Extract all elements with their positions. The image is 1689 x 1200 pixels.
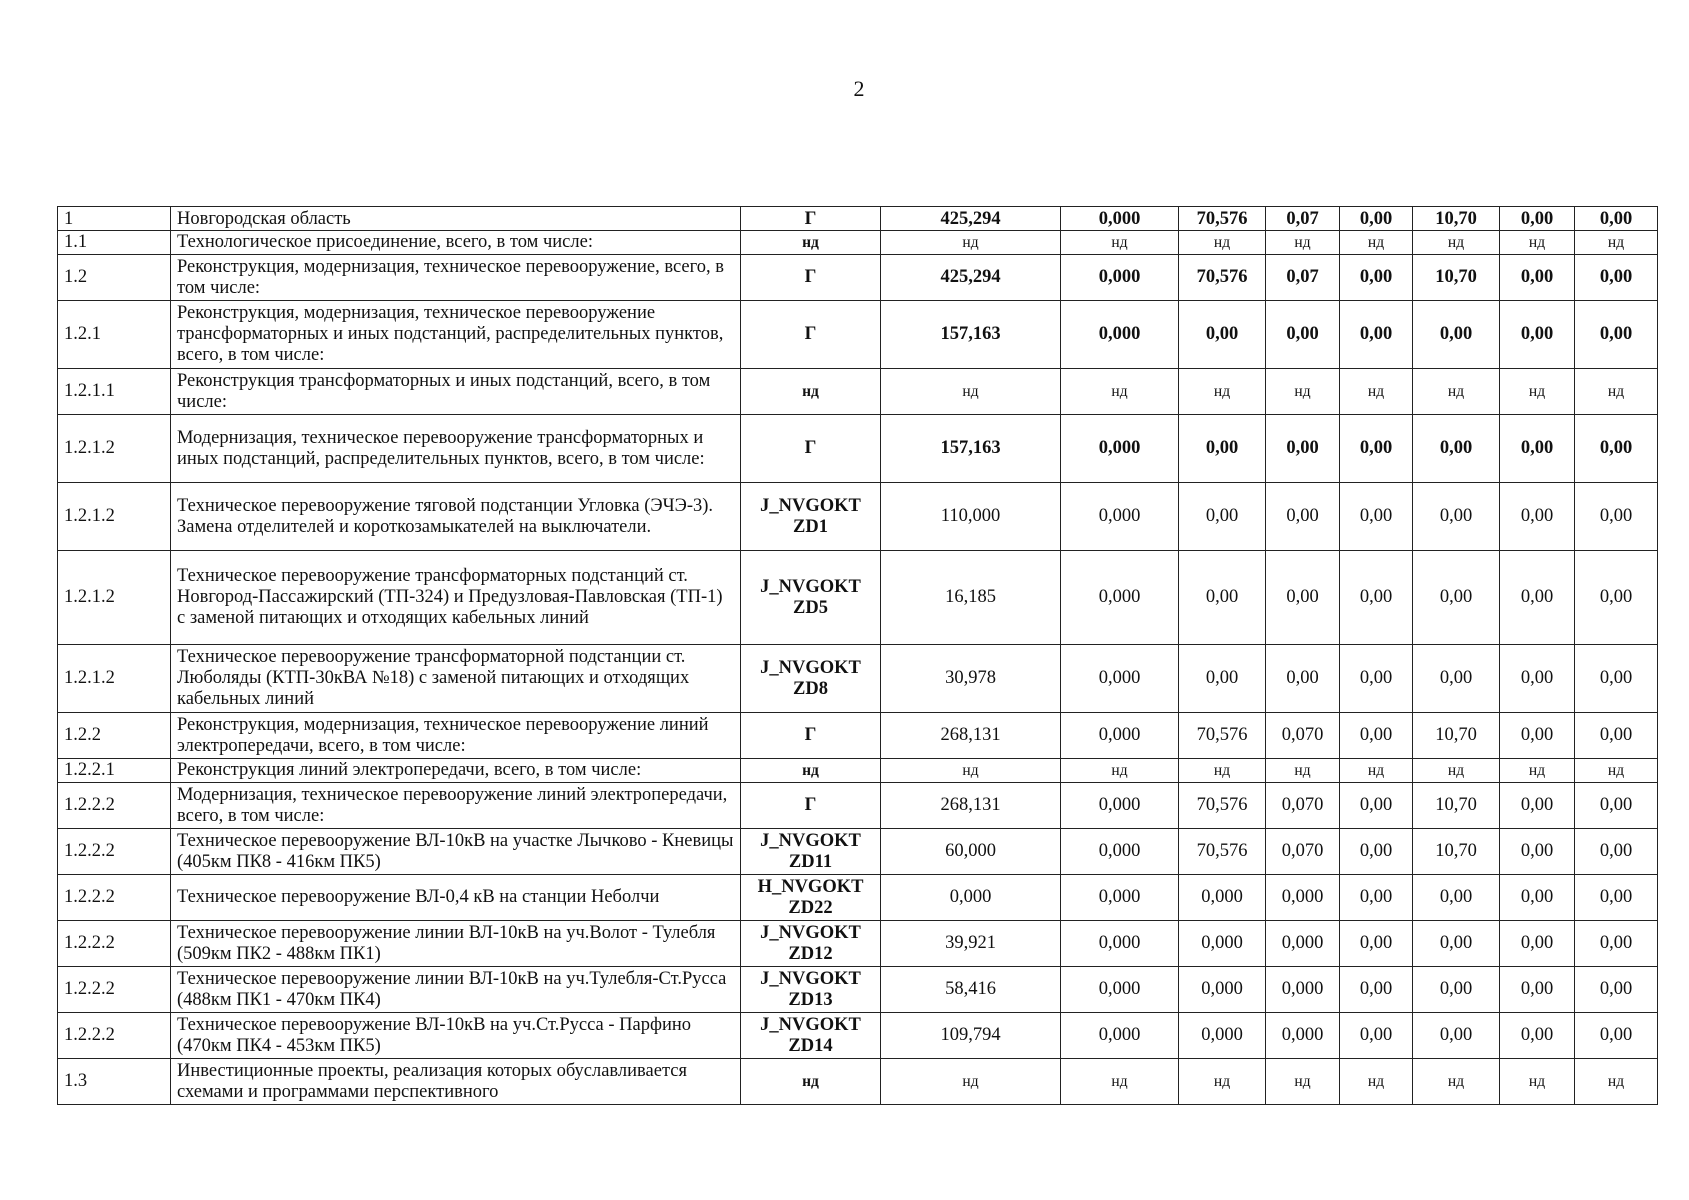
project-name: Техническое перевооружение ВЛ-10кВ на участке Лычково - Кневицы (405км ПК8 - 416км ПК5) xyxy=(171,829,741,875)
value-cell: 58,416 xyxy=(881,967,1061,1013)
table-row xyxy=(58,783,1658,829)
project-name: Техническое перевооружение трансформаторной подстанции ст. Люболяды (КТП-30кВА №18) с заменой питающих и отходящих кабельных линий xyxy=(171,645,741,713)
value-cell: 0,00 xyxy=(1575,301,1658,369)
value-cell: 10,70 xyxy=(1413,783,1500,829)
value-cell: 0,00 xyxy=(1340,1013,1413,1059)
value-cell: нд xyxy=(1500,369,1575,415)
value-cell: 0,00 xyxy=(1413,921,1500,967)
value-cell: 10,70 xyxy=(1413,713,1500,759)
value-cell: 0,00 xyxy=(1500,301,1575,369)
value-cell: 39,921 xyxy=(881,921,1061,967)
table-row xyxy=(58,1059,1658,1105)
value-cell: 0,00 xyxy=(1413,875,1500,921)
value-cell: 0,000 xyxy=(1061,483,1179,551)
value-cell: 0,00 xyxy=(1340,967,1413,1013)
table-row xyxy=(58,829,1658,875)
value-cell: 157,163 xyxy=(881,301,1061,369)
value-cell: 0,00 xyxy=(1340,301,1413,369)
table-row xyxy=(58,301,1658,369)
value-cell: 0,00 xyxy=(1179,483,1266,551)
row-number: 1.2 xyxy=(58,255,171,301)
value-cell: 0,000 xyxy=(1266,1013,1340,1059)
value-cell: 0,00 xyxy=(1575,713,1658,759)
table-row xyxy=(58,875,1658,921)
table-row xyxy=(58,645,1658,713)
row-number: 1.2.2.2 xyxy=(58,783,171,829)
row-number: 1.2.2.2 xyxy=(58,921,171,967)
table-row xyxy=(58,759,1658,783)
value-cell: 0,000 xyxy=(1061,1013,1179,1059)
value-cell: 0,00 xyxy=(1575,255,1658,301)
project-code: Г xyxy=(741,415,881,483)
value-cell: 0,00 xyxy=(1413,645,1500,713)
value-cell: 0,00 xyxy=(1340,645,1413,713)
value-cell: 0,000 xyxy=(1179,1013,1266,1059)
value-cell: 0,00 xyxy=(1500,1013,1575,1059)
value-cell: 0,000 xyxy=(1179,875,1266,921)
value-cell: нд xyxy=(1413,759,1500,783)
value-cell: 10,70 xyxy=(1413,255,1500,301)
value-cell: 0,070 xyxy=(1266,783,1340,829)
value-cell: 30,978 xyxy=(881,645,1061,713)
project-code: нд xyxy=(741,759,881,783)
project-code: нд xyxy=(741,369,881,415)
value-cell: 0,00 xyxy=(1500,207,1575,231)
row-number: 1.2.1.2 xyxy=(58,415,171,483)
table-row xyxy=(58,369,1658,415)
value-cell: 0,00 xyxy=(1266,483,1340,551)
project-code: нд xyxy=(741,1059,881,1105)
value-cell: 0,00 xyxy=(1340,875,1413,921)
row-number: 1.1 xyxy=(58,231,171,255)
value-cell: 268,131 xyxy=(881,783,1061,829)
value-cell: нд xyxy=(1061,369,1179,415)
value-cell: 425,294 xyxy=(881,207,1061,231)
value-cell: нд xyxy=(1179,231,1266,255)
value-cell: 0,00 xyxy=(1500,415,1575,483)
value-cell: 0,00 xyxy=(1340,207,1413,231)
project-name: Реконструкция, модернизация, техническое перевооружение линий электропередачи, всего, в том числе: xyxy=(171,713,741,759)
table-row xyxy=(58,483,1658,551)
value-cell: 0,00 xyxy=(1500,255,1575,301)
project-code: нд xyxy=(741,231,881,255)
value-cell: нд xyxy=(1266,1059,1340,1105)
row-number: 1.2.2.2 xyxy=(58,875,171,921)
value-cell: 0,00 xyxy=(1575,645,1658,713)
value-cell: 70,576 xyxy=(1179,713,1266,759)
row-number: 1.2.2.1 xyxy=(58,759,171,783)
value-cell: 0,000 xyxy=(1266,921,1340,967)
value-cell: нд xyxy=(1340,369,1413,415)
value-cell: 0,000 xyxy=(1061,255,1179,301)
project-code: J_NVGOKT ZD13 xyxy=(741,967,881,1013)
value-cell: 0,00 xyxy=(1179,551,1266,645)
value-cell: 0,00 xyxy=(1413,483,1500,551)
project-name: Модернизация, техническое перевооружение линий электропередачи, всего, в том числе: xyxy=(171,783,741,829)
project-code: Г xyxy=(741,783,881,829)
value-cell: 70,576 xyxy=(1179,829,1266,875)
value-cell: нд xyxy=(1266,231,1340,255)
project-name: Модернизация, техническое перевооружение трансформаторных и иных подстанций, распределительных пунктов, всего, в том числе: xyxy=(171,415,741,483)
value-cell: 0,00 xyxy=(1340,415,1413,483)
project-code: J_NVGOKT ZD5 xyxy=(741,551,881,645)
project-name: Инвестиционные проекты, реализация которых обуславливается схемами и программами перспективного xyxy=(171,1059,741,1105)
value-cell: нд xyxy=(1340,759,1413,783)
value-cell: 268,131 xyxy=(881,713,1061,759)
value-cell: 0,000 xyxy=(1061,921,1179,967)
row-number: 1.2.1.1 xyxy=(58,369,171,415)
value-cell: 0,000 xyxy=(1179,921,1266,967)
table-row xyxy=(58,231,1658,255)
value-cell: 70,576 xyxy=(1179,783,1266,829)
value-cell: 0,000 xyxy=(1061,829,1179,875)
project-code: J_NVGOKT ZD14 xyxy=(741,1013,881,1059)
project-name: Техническое перевооружение линии ВЛ-10кВ на уч.Тулебля-Ст.Русса (488км ПК1 - 470км ПК4) xyxy=(171,967,741,1013)
value-cell: 0,00 xyxy=(1266,415,1340,483)
value-cell: 0,00 xyxy=(1500,829,1575,875)
value-cell: 0,00 xyxy=(1340,829,1413,875)
value-cell: 0,00 xyxy=(1340,483,1413,551)
row-number: 1.2.1.2 xyxy=(58,483,171,551)
value-cell: нд xyxy=(1413,231,1500,255)
value-cell: 10,70 xyxy=(1413,207,1500,231)
table-row xyxy=(58,551,1658,645)
value-cell: нд xyxy=(1061,1059,1179,1105)
project-name: Реконструкция линий электропередачи, всего, в том числе: xyxy=(171,759,741,783)
value-cell: 0,00 xyxy=(1340,783,1413,829)
value-cell: 0,00 xyxy=(1575,415,1658,483)
value-cell: 0,00 xyxy=(1266,301,1340,369)
value-cell: нд xyxy=(881,1059,1061,1105)
value-cell: нд xyxy=(1575,1059,1658,1105)
value-cell: нд xyxy=(881,759,1061,783)
row-number: 1 xyxy=(58,207,171,231)
value-cell: 0,00 xyxy=(1575,207,1658,231)
table-body xyxy=(58,207,1658,1105)
value-cell: нд xyxy=(881,369,1061,415)
value-cell: 0,00 xyxy=(1340,551,1413,645)
value-cell: 0,00 xyxy=(1179,415,1266,483)
value-cell: 0,00 xyxy=(1575,783,1658,829)
value-cell: нд xyxy=(881,231,1061,255)
value-cell: нд xyxy=(1179,1059,1266,1105)
value-cell: 0,00 xyxy=(1500,921,1575,967)
value-cell: 0,07 xyxy=(1266,255,1340,301)
value-cell: 0,00 xyxy=(1575,551,1658,645)
project-name: Реконструкция, модернизация, техническое перевооружение, всего, в том числе: xyxy=(171,255,741,301)
row-number: 1.2.2 xyxy=(58,713,171,759)
value-cell: 0,00 xyxy=(1413,551,1500,645)
value-cell: нд xyxy=(1061,759,1179,783)
project-code: H_NVGOKT ZD22 xyxy=(741,875,881,921)
investment-table xyxy=(57,206,1658,1105)
value-cell: нд xyxy=(1500,231,1575,255)
value-cell: 0,00 xyxy=(1500,783,1575,829)
project-name: Техническое перевооружение тяговой подстанции Угловка (ЭЧЭ-3). Замена отделителей и короткозамыкателей на выключатели. xyxy=(171,483,741,551)
project-code: J_NVGOKT ZD11 xyxy=(741,829,881,875)
table-row xyxy=(58,255,1658,301)
project-code: Г xyxy=(741,255,881,301)
value-cell: нд xyxy=(1413,369,1500,415)
value-cell: нд xyxy=(1575,231,1658,255)
value-cell: 0,00 xyxy=(1500,483,1575,551)
value-cell: 0,070 xyxy=(1266,713,1340,759)
value-cell: 70,576 xyxy=(1179,207,1266,231)
value-cell: 0,000 xyxy=(1061,301,1179,369)
row-number: 1.2.2.2 xyxy=(58,967,171,1013)
value-cell: 0,00 xyxy=(1575,829,1658,875)
value-cell: 0,00 xyxy=(1500,551,1575,645)
value-cell: 0,000 xyxy=(1061,415,1179,483)
value-cell: 0,00 xyxy=(1500,875,1575,921)
table-row xyxy=(58,967,1658,1013)
value-cell: нд xyxy=(1500,1059,1575,1105)
value-cell: 0,00 xyxy=(1266,551,1340,645)
table-row xyxy=(58,1013,1658,1059)
table-row xyxy=(58,207,1658,231)
project-name: Технологическое присоединение, всего, в том числе: xyxy=(171,231,741,255)
project-name: Техническое перевооружение трансформаторных подстанций ст. Новгород-Пассажирский (ТП-324) и Предузловая-Павловская (ТП-1) с заменой питающих и отходящих кабельных линий xyxy=(171,551,741,645)
table-row xyxy=(58,713,1658,759)
row-number: 1.2.1.2 xyxy=(58,551,171,645)
value-cell: 0,000 xyxy=(1061,875,1179,921)
value-cell: 10,70 xyxy=(1413,829,1500,875)
value-cell: 0,00 xyxy=(1575,967,1658,1013)
value-cell: 0,00 xyxy=(1575,483,1658,551)
value-cell: 0,07 xyxy=(1266,207,1340,231)
project-name: Техническое перевооружение ВЛ-10кВ на уч.Ст.Русса - Парфино (470км ПК4 - 453км ПК5) xyxy=(171,1013,741,1059)
value-cell: 0,000 xyxy=(1061,551,1179,645)
value-cell: нд xyxy=(1266,369,1340,415)
value-cell: 0,000 xyxy=(881,875,1061,921)
value-cell: нд xyxy=(1266,759,1340,783)
value-cell: 0,00 xyxy=(1413,301,1500,369)
value-cell: 0,000 xyxy=(1179,967,1266,1013)
value-cell: 0,000 xyxy=(1061,207,1179,231)
row-number: 1.3 xyxy=(58,1059,171,1105)
row-number: 1.2.1 xyxy=(58,301,171,369)
value-cell: 0,00 xyxy=(1500,713,1575,759)
page-number: 2 xyxy=(853,76,865,101)
value-cell: 0,000 xyxy=(1061,967,1179,1013)
value-cell: 0,000 xyxy=(1061,783,1179,829)
value-cell: 109,794 xyxy=(881,1013,1061,1059)
project-code: J_NVGOKT ZD1 xyxy=(741,483,881,551)
value-cell: 157,163 xyxy=(881,415,1061,483)
table-row xyxy=(58,415,1658,483)
value-cell: 16,185 xyxy=(881,551,1061,645)
project-name: Реконструкция, модернизация, техническое перевооружение трансформаторных и иных подстанций, распределительных пунктов, всего, в том числе: xyxy=(171,301,741,369)
value-cell: 0,00 xyxy=(1340,921,1413,967)
project-name: Новгородская область xyxy=(171,207,741,231)
value-cell: нд xyxy=(1179,759,1266,783)
value-cell: нд xyxy=(1500,759,1575,783)
value-cell: 0,00 xyxy=(1179,645,1266,713)
value-cell: нд xyxy=(1179,369,1266,415)
value-cell: 0,00 xyxy=(1340,713,1413,759)
value-cell: 0,00 xyxy=(1575,875,1658,921)
row-number: 1.2.1.2 xyxy=(58,645,171,713)
value-cell: 0,070 xyxy=(1266,829,1340,875)
value-cell: нд xyxy=(1340,231,1413,255)
value-cell: нд xyxy=(1575,369,1658,415)
value-cell: 70,576 xyxy=(1179,255,1266,301)
table-row xyxy=(58,921,1658,967)
value-cell: 0,000 xyxy=(1061,713,1179,759)
project-code: J_NVGOKT ZD12 xyxy=(741,921,881,967)
value-cell: нд xyxy=(1575,759,1658,783)
project-name: Техническое перевооружение линии ВЛ-10кВ на уч.Волот - Тулебля (509км ПК2 - 488км ПК1) xyxy=(171,921,741,967)
row-number: 1.2.2.2 xyxy=(58,829,171,875)
row-number: 1.2.2.2 xyxy=(58,1013,171,1059)
value-cell: 60,000 xyxy=(881,829,1061,875)
value-cell: 425,294 xyxy=(881,255,1061,301)
value-cell: 0,00 xyxy=(1500,967,1575,1013)
value-cell: нд xyxy=(1413,1059,1500,1105)
value-cell: 0,00 xyxy=(1413,967,1500,1013)
value-cell: 0,00 xyxy=(1179,301,1266,369)
value-cell: нд xyxy=(1061,231,1179,255)
project-code: Г xyxy=(741,207,881,231)
value-cell: 0,000 xyxy=(1266,967,1340,1013)
value-cell: 0,000 xyxy=(1061,645,1179,713)
value-cell: 0,00 xyxy=(1500,645,1575,713)
project-code: J_NVGOKT ZD8 xyxy=(741,645,881,713)
project-code: Г xyxy=(741,301,881,369)
value-cell: 0,00 xyxy=(1266,645,1340,713)
value-cell: 110,000 xyxy=(881,483,1061,551)
value-cell: 0,00 xyxy=(1413,1013,1500,1059)
value-cell: 0,00 xyxy=(1575,921,1658,967)
project-name: Техническое перевооружение ВЛ-0,4 кВ на станции Неболчи xyxy=(171,875,741,921)
value-cell: 0,000 xyxy=(1266,875,1340,921)
project-code: Г xyxy=(741,713,881,759)
project-name: Реконструкция трансформаторных и иных подстанций, всего, в том числе: xyxy=(171,369,741,415)
value-cell: 0,00 xyxy=(1340,255,1413,301)
value-cell: 0,00 xyxy=(1575,1013,1658,1059)
value-cell: 0,00 xyxy=(1413,415,1500,483)
value-cell: нд xyxy=(1340,1059,1413,1105)
